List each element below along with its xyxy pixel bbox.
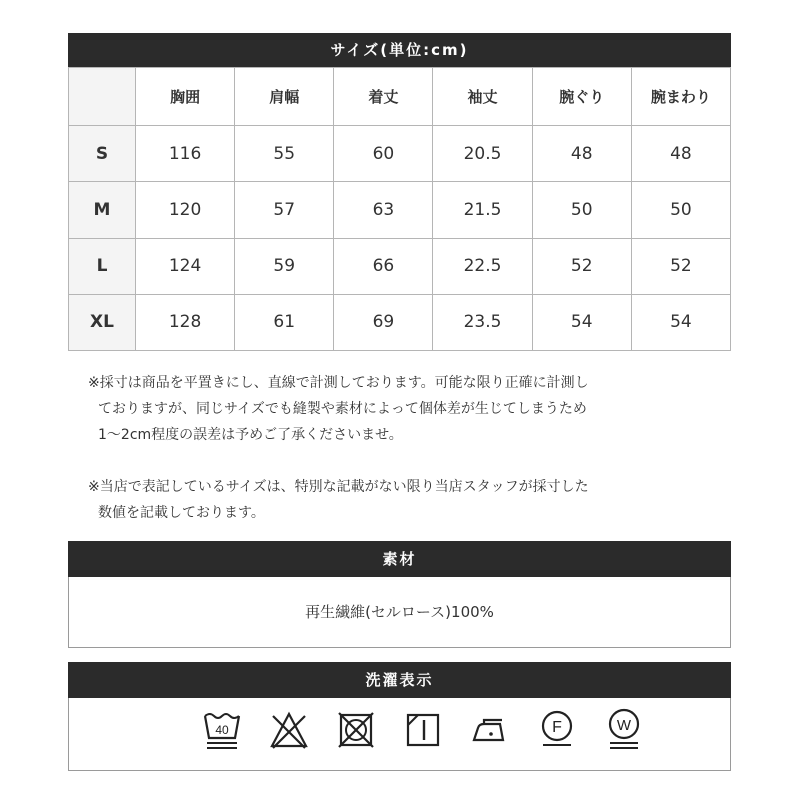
column-header: 着丈 [334, 68, 433, 126]
size-section-header [68, 33, 731, 67]
table-cell: 120 [136, 182, 235, 238]
size-label: M [69, 182, 136, 238]
table-cell: 22.5 [433, 238, 532, 294]
table-cell: 50 [532, 182, 631, 238]
table-cell: 69 [334, 294, 433, 350]
table-cell: 59 [235, 238, 334, 294]
size-table-header-row [69, 68, 731, 126]
table-cell: 54 [631, 294, 730, 350]
table-cell: 21.5 [433, 182, 532, 238]
table-cell: 60 [334, 126, 433, 182]
table-cell: 61 [235, 294, 334, 350]
line-dry-icon [403, 708, 443, 752]
care-icons [202, 708, 671, 752]
note-line: ※当店で表記しているサイズは、特別な記載がない限り当店スタッフが採寸した [88, 479, 589, 495]
corner-cell [69, 68, 136, 126]
table-cell: 48 [532, 126, 631, 182]
material-section-title: 素材 [382, 550, 417, 568]
material-box [68, 577, 731, 648]
column-header: 袖丈 [433, 68, 532, 126]
table-cell: 55 [235, 126, 334, 182]
size-label: XL [69, 294, 136, 350]
material-value: 再生繊維(セルロース)100% [305, 603, 494, 621]
care-box [68, 698, 731, 771]
wash-temp-label: 40 [215, 723, 229, 737]
low-iron-icon [470, 708, 510, 752]
note-line: ておりますが、同じサイズでも縫製や素材によって個体差が生じてしまうため [98, 401, 587, 417]
table-row [69, 182, 731, 238]
no-bleach-icon [269, 708, 309, 752]
material-section-header [68, 541, 731, 577]
dry-clean-label: F [552, 719, 562, 736]
measurement-notes [88, 370, 748, 526]
table-cell: 66 [334, 238, 433, 294]
table-row [69, 126, 731, 182]
column-header: 腕まわり [631, 68, 730, 126]
no-tumble-dry-icon [336, 708, 376, 752]
table-cell: 63 [334, 182, 433, 238]
table-cell: 48 [631, 126, 730, 182]
wet-clean-label: W [616, 717, 632, 734]
table-cell: 124 [136, 238, 235, 294]
size-section-title: サイズ(単位:cm) [330, 41, 469, 59]
table-cell: 128 [136, 294, 235, 350]
care-section-header [68, 662, 731, 698]
size-label: L [69, 238, 136, 294]
dry-clean-f-icon [537, 708, 577, 752]
size-table [68, 67, 731, 351]
table-row [69, 294, 731, 350]
size-label: S [69, 126, 136, 182]
table-cell: 116 [136, 126, 235, 182]
table-cell: 52 [631, 238, 730, 294]
table-cell: 23.5 [433, 294, 532, 350]
table-cell: 20.5 [433, 126, 532, 182]
column-header: 肩幅 [235, 68, 334, 126]
note-line: ※採寸は商品を平置きにし、直線で計測しております。可能な限り正確に計測し [88, 375, 589, 391]
note-line: 数値を記載しております。 [98, 505, 265, 521]
wash-40-icon [202, 708, 242, 752]
table-cell: 57 [235, 182, 334, 238]
note-line: 1～2cm程度の誤差は予めご了承くださいませ。 [98, 427, 403, 443]
table-cell: 54 [532, 294, 631, 350]
column-header: 胸囲 [136, 68, 235, 126]
column-header: 腕ぐり [532, 68, 631, 126]
table-cell: 52 [532, 238, 631, 294]
table-cell: 50 [631, 182, 730, 238]
wet-clean-w-icon [604, 708, 644, 752]
table-row [69, 238, 731, 294]
care-section-title: 洗濯表示 [365, 671, 434, 689]
